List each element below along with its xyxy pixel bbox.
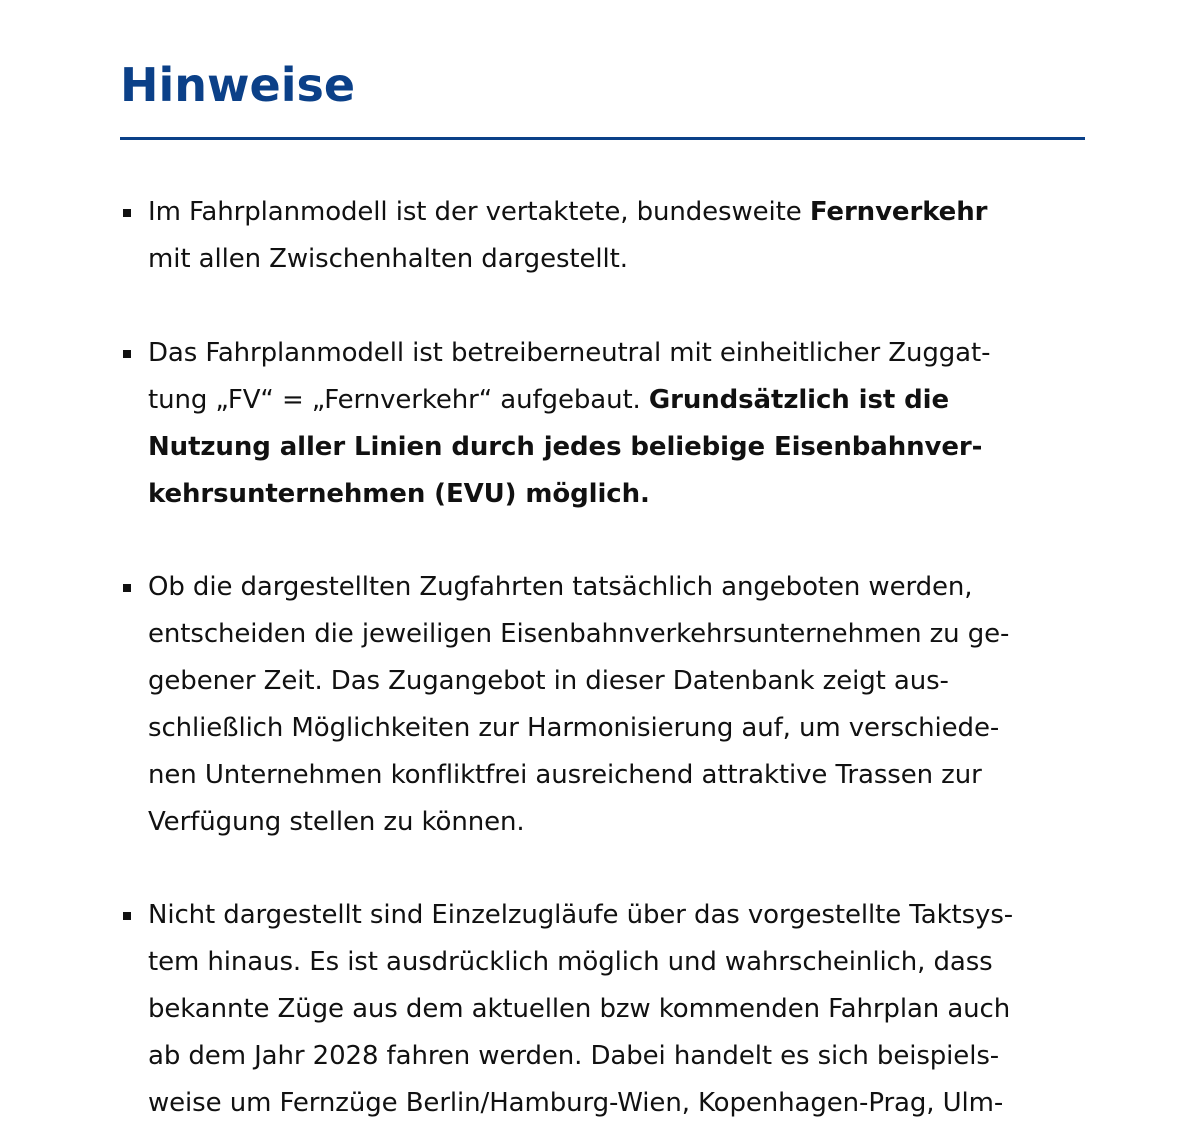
note-item [148,564,1083,846]
bullet-icon [123,584,131,592]
note-line: bekannte Züge aus dem aktuellen bzw kommenden Fahrplan auch [148,994,1011,1024]
note-line: Das Fahrplanmodell ist betreiberneutral mit einheitlicher Zuggat- [148,338,991,368]
note-line: mit allen Zwischenhalten dargestellt. [148,244,628,274]
page-title: Hinweise [120,58,356,112]
note-item [148,892,1083,1127]
emphasis: Fernverkehr [809,197,988,227]
note-line: Verfügung stellen zu können. [148,807,525,837]
note-line: ab dem Jahr 2028 fahren werden. Dabei handelt es sich beispiels- [148,1041,1000,1071]
emphasis: Nutzung aller Linien durch jedes beliebige Eisenbahnver- [148,432,983,462]
note-line [148,424,1083,471]
note-line: Nicht dargestellt sind Einzelzugläufe über das vorgestellte Taktsys- [148,900,1014,930]
bullet-icon [123,912,131,920]
note-item [148,330,1083,518]
note-item [148,189,1083,283]
bullet-icon [123,350,131,358]
heading-divider [120,137,1085,140]
note-line: tem hinaus. Es ist ausdrücklich möglich und wahrscheinlich, dass [148,947,993,977]
note-line: Im Fahrplanmodell ist der vertaktete, bundesweite Fernverkehr [148,197,988,227]
note-line: weise um Fernzüge Berlin/Hamburg-Wien, Kopenhagen-Prag, Ulm- [148,1088,1004,1118]
note-line: nen Unternehmen konfliktfrei ausreichend attraktive Trassen zur [148,760,982,790]
note-line: gebener Zeit. Das Zugangebot in dieser Datenbank zeigt aus- [148,666,949,696]
note-line: entscheiden die jeweiligen Eisenbahnverkehrsunternehmen zu ge- [148,619,1010,649]
note-line: schließlich Möglichkeiten zur Harmonisierung auf, um verschiede- [148,713,1000,743]
note-line [148,471,1083,518]
note-line: tung „FV“ = „Fernverkehr“ aufgebaut. Grundsätzlich ist die [148,385,949,415]
note-line: Ob die dargestellten Zugfahrten tatsächlich angeboten werden, [148,572,973,602]
emphasis: Grundsätzlich ist die [648,385,949,415]
bullet-icon [123,209,131,217]
emphasis: kehrsunternehmen (EVU) möglich. [148,479,650,509]
